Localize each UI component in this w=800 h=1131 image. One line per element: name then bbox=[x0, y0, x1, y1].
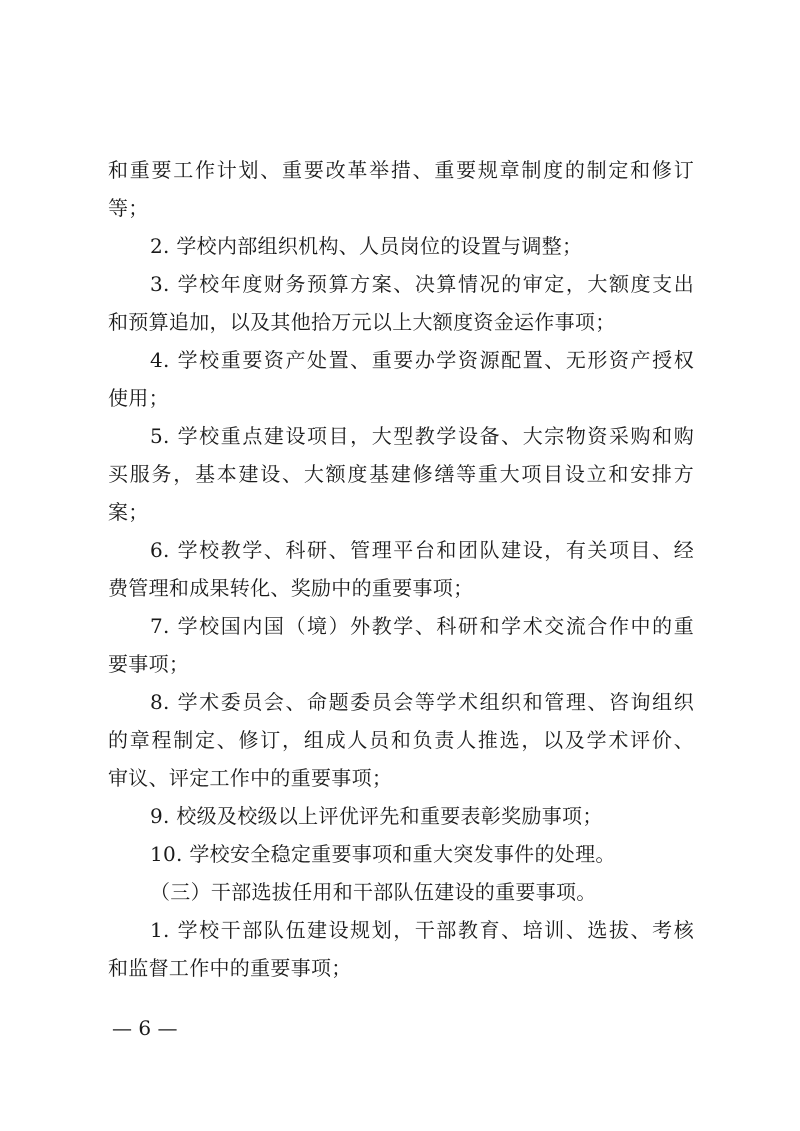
text-line: 和重要工作计划、重要改革举措、重要规章制度的制定和修订 bbox=[108, 158, 694, 182]
text-line: 买服务，基本建设、大额度基建修缮等重大项目设立和安排方 bbox=[108, 462, 694, 486]
text-line: 3. 学校年度财务预算方案、决算情况的审定，大额度支出 bbox=[150, 272, 694, 296]
text-line: 费管理和成果转化、奖励中的重要事项； bbox=[108, 576, 474, 600]
text-line: 9. 校级及校级以上评优评先和重要表彰奖励事项； bbox=[150, 804, 603, 828]
page-number: — 6 — bbox=[112, 1016, 178, 1040]
text-line: 案； bbox=[108, 500, 149, 524]
text-line: 和监督工作中的重要事项； bbox=[108, 956, 352, 980]
text-line: 5. 学校重点建设项目，大型教学设备、大宗物资采购和购 bbox=[150, 424, 694, 448]
text-line: 4. 学校重要资产处置、重要办学资源配置、无形资产授权 bbox=[150, 348, 694, 372]
text-line: 6. 学校教学、科研、管理平台和团队建设，有关项目、经 bbox=[150, 538, 694, 562]
text-line: 和预算追加，以及其他拾万元以上大额度资金运作事项； bbox=[108, 310, 616, 334]
text-line: 使用； bbox=[108, 386, 169, 410]
text-line: 要事项； bbox=[108, 652, 190, 676]
text-line: 10. 学校安全稳定重要事项和重大突发事件的处理。 bbox=[150, 842, 616, 866]
text-line: （三）干部选拔任用和干部队伍建设的重要事项。 bbox=[150, 880, 597, 904]
body-text bbox=[108, 151, 694, 987]
text-line: 7. 学校国内国（境）外教学、科研和学术交流合作中的重 bbox=[150, 614, 694, 638]
text-line: 1. 学校干部队伍建设规划，干部教育、培训、选拔、考核 bbox=[150, 918, 694, 942]
text-line: 2. 学校内部组织机构、人员岗位的设置与调整； bbox=[150, 234, 583, 258]
text-line: 等； bbox=[108, 196, 149, 220]
text-line: 的章程制定、修订，组成人员和负责人推选，以及学术评价、 bbox=[108, 728, 694, 752]
text-line: 8. 学术委员会、命题委员会等学术组织和管理、咨询组织 bbox=[150, 690, 694, 714]
text-line: 审议、评定工作中的重要事项； bbox=[108, 766, 393, 790]
